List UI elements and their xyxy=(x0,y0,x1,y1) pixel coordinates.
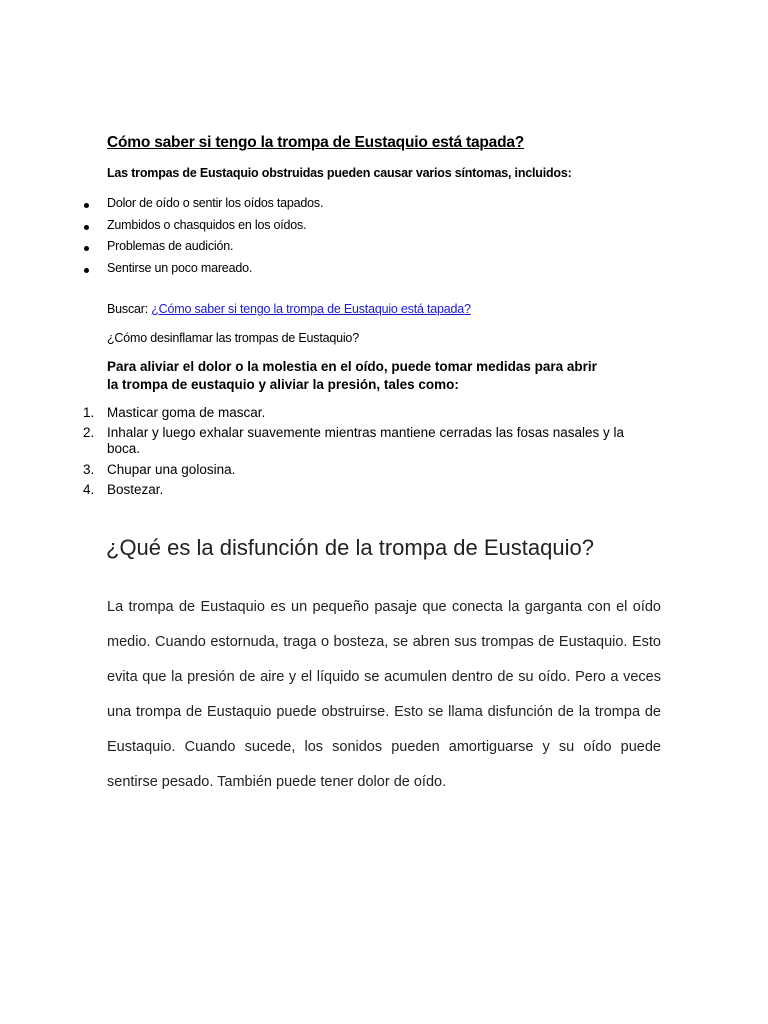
list-item-text: Inhalar y luego exhalar suavemente mientras mantiene cerradas las fosas nasales y la boca. xyxy=(107,425,625,456)
question-text: ¿Cómo desinflamar las trompas de Eustaquio? xyxy=(107,331,359,345)
relief-intro xyxy=(107,358,647,394)
section-paragraph: La trompa de Eustaquio es un pequeño pasaje que conecta la garganta con el oído medio. Cuando estornuda, traga o bosteza, se abren sus trompas de Eustaquio. Esto evita que la presión de aire y el líquido se acumulen dentro de su oído. Pero a veces una trompa de Eustaquio puede obstruirse. Esto se llama disfunción de la trompa de Eustaquio. Cuando sucede, los sonidos pueden amortiguarse y su oído puede sentirse pesado. También puede tener dolor de oído. xyxy=(107,599,661,790)
list-item-text: Chupar una golosina. xyxy=(107,462,236,477)
search-line xyxy=(107,302,471,316)
bullet-icon xyxy=(84,225,89,230)
list-item-text: Problemas de audición. xyxy=(107,239,234,253)
list-item-text: Dolor de oído o sentir los oídos tapados. xyxy=(107,196,324,210)
list-number: 3. xyxy=(83,462,95,477)
bullet-icon xyxy=(84,203,89,208)
list-item-text: Masticar goma de mascar. xyxy=(107,405,266,420)
section-heading: ¿Qué es la disfunción de la trompa de Eustaquio? xyxy=(106,535,594,560)
search-link[interactable]: ¿Cómo saber si tengo la trompa de Eustaquio está tapada? xyxy=(151,302,471,316)
list-number: 4. xyxy=(83,482,95,497)
symptoms-intro: Las trompas de Eustaquio obstruidas pueden causar varios síntomas, incluidos: xyxy=(107,166,572,180)
relief-intro-line: la trompa de eustaquio y aliviar la presión, tales como: xyxy=(107,377,459,392)
search-label: Buscar: xyxy=(107,302,152,316)
page-title: Cómo saber si tengo la trompa de Eustaquio está tapada? xyxy=(107,134,525,151)
list-item-text: Zumbidos o chasquidos en los oídos. xyxy=(107,218,307,232)
bullet-icon xyxy=(84,246,89,251)
list-number: 2. xyxy=(83,425,95,440)
list-item-text: Sentirse un poco mareado. xyxy=(107,261,253,275)
bullet-icon xyxy=(84,268,89,273)
list-item-text: Bostezar. xyxy=(107,482,164,497)
relief-intro-line: Para aliviar el dolor o la molestia en el oído, puede tomar medidas para abrir xyxy=(107,359,597,374)
list-number: 1. xyxy=(83,405,95,420)
